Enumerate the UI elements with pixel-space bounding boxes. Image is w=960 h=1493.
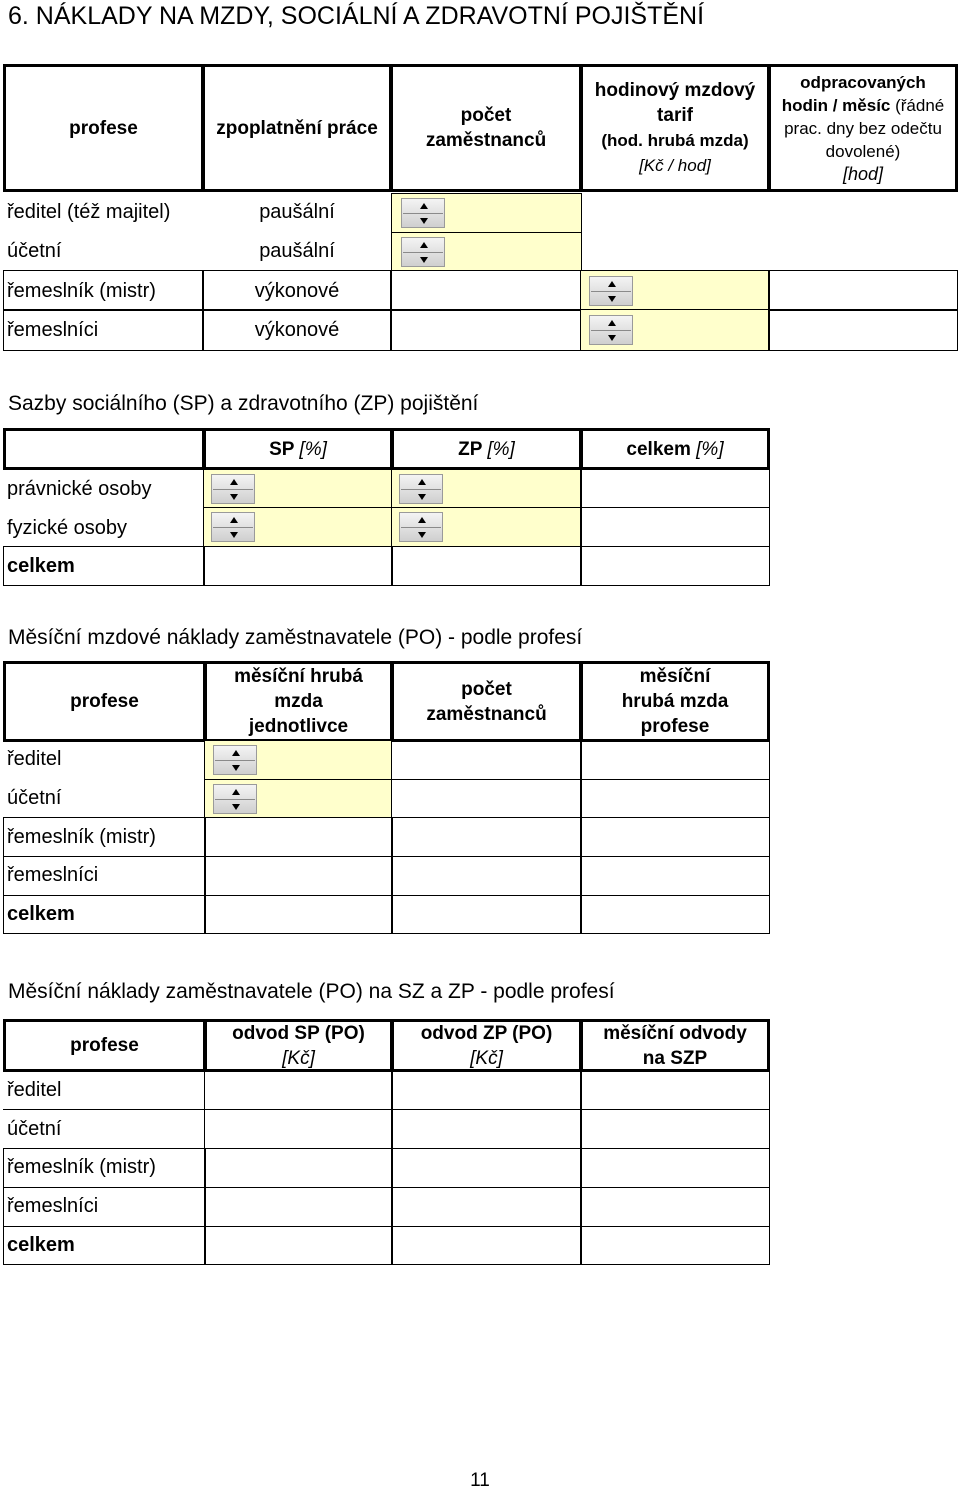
hourly-rate-input[interactable] <box>580 309 770 351</box>
row-cell <box>204 1148 393 1188</box>
row-profese: řemeslník (mistr) <box>7 280 156 302</box>
row-cell <box>391 1187 582 1227</box>
header-profese-label: profese <box>69 117 138 139</box>
row-cell <box>580 1226 770 1265</box>
row-label: právnické osoby <box>7 478 152 500</box>
spinner-control[interactable] <box>589 315 633 345</box>
header-mzda-line1: měsíční hrubá <box>234 666 363 687</box>
header-zp <box>391 1019 582 1072</box>
header-sp-unit: [%] <box>299 438 327 460</box>
row-cell <box>391 1148 582 1188</box>
row-cell <box>580 817 770 857</box>
header-odvody-line1: měsíční odvody <box>603 1022 747 1044</box>
row-cell <box>580 895 770 934</box>
row-label-total: celkem <box>7 555 75 577</box>
header-sp <box>203 428 393 470</box>
row-cell <box>391 856 582 896</box>
header-profmzda-line3: profese <box>640 716 710 737</box>
row-label: řemeslníci <box>7 1195 99 1217</box>
header-sp-label: SP <box>269 438 295 460</box>
row-label: fyzické osoby <box>7 517 128 539</box>
header-pocet-line1: počet <box>461 678 512 700</box>
spinner-control[interactable] <box>401 237 445 267</box>
header-pocet <box>391 661 582 742</box>
header-profmzda-line1: měsíční <box>639 666 711 687</box>
header-zp-unit: [Kč] <box>470 1047 503 1069</box>
row-cell <box>204 1226 393 1265</box>
row-cell <box>391 1109 582 1149</box>
header-tarif <box>580 64 770 192</box>
header-zp-line1: odvod ZP (PO) <box>420 1022 553 1044</box>
row-label-total: celkem <box>7 903 75 925</box>
row-zpoplatneni: výkonové <box>254 280 340 302</box>
header-sp-line1: odvod SP (PO) <box>232 1022 365 1044</box>
row-cell <box>580 1187 770 1227</box>
hourly-rate-input[interactable] <box>580 270 770 311</box>
header-profmzda <box>580 661 770 742</box>
spinner-control[interactable] <box>211 474 255 504</box>
hours-cell <box>768 270 958 311</box>
header-pocet-line1: počet <box>460 105 512 126</box>
header-pocet-line2: zaměstnanců <box>426 703 547 725</box>
header-hodin-unit: [hod] <box>842 163 884 184</box>
header-sp-unit: [Kč] <box>282 1047 315 1069</box>
total-cell <box>580 469 770 508</box>
header-hodin <box>768 64 958 192</box>
count-cell <box>391 740 582 780</box>
spinner-control[interactable] <box>211 512 255 542</box>
row-cell <box>204 817 393 857</box>
wage-input[interactable] <box>204 779 392 818</box>
header-hodin-line1: odpracovaných <box>800 72 926 92</box>
row-cell <box>580 1070 770 1110</box>
spinner-control[interactable] <box>399 512 443 542</box>
header-hodin-line3: prac. dny bez odečtu <box>784 118 942 138</box>
row-cell <box>204 895 393 934</box>
section-title-contributions: Měsíční náklady zaměstnavatele (PO) na SZ a ZP - podle profesí <box>8 980 615 1003</box>
wage-input[interactable] <box>204 740 392 780</box>
row-label-total: celkem <box>7 1234 75 1256</box>
header-pocet <box>390 64 582 192</box>
header-zp <box>391 428 582 470</box>
header-profese <box>3 64 204 192</box>
row-cell <box>391 895 582 934</box>
row-label: řemeslníci <box>7 864 99 886</box>
hours-cell <box>768 309 958 351</box>
zp-rate-input[interactable] <box>391 469 582 508</box>
spinner-control[interactable] <box>589 276 633 306</box>
header-sp <box>204 1019 393 1072</box>
total-cell <box>580 779 770 818</box>
row-cell <box>391 546 582 586</box>
header-tarif-line2: tarif <box>657 105 693 126</box>
row-cell <box>204 1109 393 1149</box>
row-cell <box>580 1109 770 1149</box>
row-cell <box>390 270 582 311</box>
spinner-control[interactable] <box>399 474 443 504</box>
header-cell <box>3 428 205 470</box>
spinner-control[interactable] <box>401 198 445 228</box>
row-label: ředitel <box>7 1079 62 1101</box>
header-profese-label: profese <box>70 691 139 712</box>
header-tarif-line1: hodinový mzdový <box>594 80 756 101</box>
total-cell <box>580 740 770 780</box>
row-cell <box>204 1070 393 1110</box>
header-odvody-line2: na SZP <box>642 1047 708 1069</box>
row-cell <box>580 856 770 896</box>
header-celkem <box>580 428 770 470</box>
row-label: ředitel <box>7 748 62 770</box>
row-profese: řemeslníci <box>7 319 99 341</box>
row-cell <box>580 546 770 586</box>
header-mzda <box>204 661 393 742</box>
count-cell <box>391 779 582 818</box>
row-profese: ředitel (též majitel) <box>7 201 171 223</box>
row-cell <box>391 817 582 857</box>
sp-rate-input[interactable] <box>203 507 393 547</box>
row-cell <box>391 1226 582 1265</box>
page-number: 11 <box>470 1470 490 1491</box>
header-profmzda-line2: hrubá mzda <box>621 691 729 712</box>
row-zpoplatneni: paušální <box>259 240 335 262</box>
header-zp-unit: [%] <box>487 438 515 460</box>
header-odvody <box>580 1019 770 1072</box>
row-label: řemeslník (mistr) <box>7 1156 156 1178</box>
row-cell <box>204 856 393 896</box>
header-mzda-line2: mzda <box>274 691 323 712</box>
header-zpoplatneni <box>202 64 392 192</box>
header-profese <box>3 661 206 742</box>
header-celkem-unit: [%] <box>696 438 724 460</box>
header-tarif-line3: (hod. hrubá mzda) <box>601 131 749 150</box>
page-title: 6. NÁKLADY NA MZDY, SOCIÁLNÍ A ZDRAVOTNÍ POJIŠTĚNÍ <box>8 2 705 30</box>
total-cell <box>580 507 770 547</box>
row-cell <box>390 309 582 351</box>
row-zpoplatneni: paušální <box>259 201 335 223</box>
header-profese-label: profese <box>70 1035 139 1056</box>
row-label: účetní <box>7 1118 62 1140</box>
section-title-wages: Měsíční mzdové náklady zaměstnavatele (PO) - podle profesí <box>8 626 583 649</box>
header-hodin-line4: dovolené) <box>825 141 901 161</box>
header-mzda-line3: jednotlivce <box>248 716 349 737</box>
row-cell <box>204 1187 393 1227</box>
row-cell <box>203 546 393 586</box>
zp-rate-input[interactable] <box>391 507 582 547</box>
row-label: řemeslník (mistr) <box>7 826 156 848</box>
row-zpoplatneni: výkonové <box>254 319 340 341</box>
row-cell <box>580 1148 770 1188</box>
header-profese <box>3 1019 206 1072</box>
header-hodin-line2b: (řádné <box>895 95 945 115</box>
header-pocet-line2: zaměstnanců <box>425 130 547 151</box>
header-zpoplatneni-label: zpoplatnění práce <box>216 117 378 139</box>
spinner-control[interactable] <box>213 784 257 814</box>
header-tarif-unit: [Kč / hod] <box>639 156 711 175</box>
header-celkem-label: celkem <box>626 438 691 460</box>
row-profese: účetní <box>7 240 62 262</box>
sp-rate-input[interactable] <box>203 469 393 508</box>
row-cell <box>391 1070 582 1110</box>
row-label: účetní <box>7 787 62 809</box>
header-hodin-line2: hodin / měsíc <box>781 95 891 115</box>
section-title-rates: Sazby sociálního (SP) a zdravotního (ZP) pojištění <box>8 392 479 415</box>
header-zp-label: ZP <box>458 438 483 460</box>
employee-count-input[interactable] <box>391 232 582 271</box>
spinner-control[interactable] <box>213 745 257 775</box>
employee-count-input[interactable] <box>391 193 582 233</box>
